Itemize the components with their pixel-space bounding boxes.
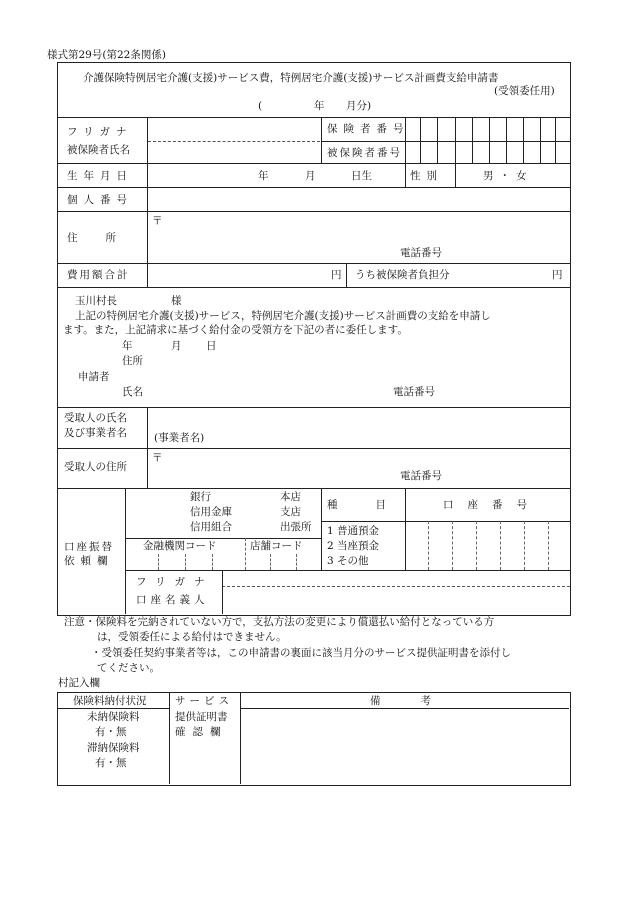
holder-furigana-label: フリガナ xyxy=(136,576,214,588)
bank-type-kumiai[interactable]: 信用組合 xyxy=(190,521,232,533)
service-label-2: 提供証明書 xyxy=(175,711,228,723)
sex-label: 性別 xyxy=(410,170,443,182)
recipient-name-label-1: 受取人の氏名 xyxy=(64,412,127,424)
service-label-1: サービス xyxy=(175,695,233,707)
branch-type-head[interactable]: 本店 xyxy=(280,491,301,503)
form-number: 様式第29号(第22条関係) xyxy=(47,49,166,61)
premium-status-label: 保険料納付状況 xyxy=(73,695,147,707)
applicant-address-label: 住所 xyxy=(122,355,143,367)
birth-day[interactable]: 日生 xyxy=(351,170,372,182)
applicant-label: 申請者 xyxy=(78,371,110,383)
period-year[interactable]: 年 xyxy=(314,100,325,112)
note-line-2: は，受領委任による給付はできません。 xyxy=(97,631,287,643)
declaration-day[interactable]: 日 xyxy=(206,340,217,352)
overdue-yes-no[interactable]: 有・無 xyxy=(95,757,127,769)
cost-total-label: 費用額合計 xyxy=(67,269,130,281)
note-line-1: 注意・保険料を完納されていない方で，支払方法の変更により償還払い給付となっている方 xyxy=(64,616,495,628)
bank-section-label-1: 口座振替 xyxy=(64,541,114,553)
unpaid-yes-no[interactable]: 有・無 xyxy=(95,726,127,738)
addressee-honorific: 様 xyxy=(171,295,182,307)
recipient-address-label: 受取人の住所 xyxy=(64,461,127,473)
form-frame xyxy=(57,62,571,616)
birth-year[interactable]: 年 xyxy=(258,170,269,182)
applicant-name-label: 氏名 xyxy=(122,386,143,398)
recipient-postal-mark: 〒 xyxy=(152,452,163,464)
account-number-label: 口座番号 xyxy=(443,499,541,511)
period-month[interactable]: 月分) xyxy=(346,100,372,112)
phone-label: 電話番号 xyxy=(400,247,442,259)
recipient-phone-label: 電話番号 xyxy=(400,470,442,482)
postal-mark: 〒 xyxy=(152,215,163,227)
burden-label: うち被保険者負担分 xyxy=(355,269,450,281)
recipient-name-label-2: 及び事業者名 xyxy=(64,427,127,439)
declaration-text-2: ます。また，上記請求に基づく給付金の受領方を下記の者に委任します。 xyxy=(63,324,408,336)
branch-code-label: 店舗コード xyxy=(250,540,303,552)
sex-options[interactable]: 男・女 xyxy=(483,170,533,182)
form-title: 介護保険特例居宅介護(支援)サービス費，特例居宅介護(支援)サービス計画費支給申請書 xyxy=(83,72,499,84)
institution-code-label: 金融機関コード xyxy=(143,540,217,552)
account-type-label: 種目 xyxy=(327,499,424,511)
bank-type-bank[interactable]: 銀行 xyxy=(190,491,211,503)
addressee: 玉川村長 xyxy=(75,295,117,307)
declaration-month[interactable]: 月 xyxy=(171,340,182,352)
overdue-premium-label: 滞納保険料 xyxy=(87,742,140,754)
branch-type-outlet[interactable]: 出張所 xyxy=(280,521,312,533)
remarks-label: 備考 xyxy=(370,695,471,707)
furigana-label: フリガナ xyxy=(67,126,133,138)
note-line-4: てください。 xyxy=(97,662,160,674)
declaration-year[interactable]: 年 xyxy=(122,340,133,352)
burden-yen: 円 xyxy=(552,269,563,281)
account-type-3[interactable]: 3 その他 xyxy=(327,555,369,567)
business-name-label: (事業者名) xyxy=(154,432,205,444)
service-label-3: 確認欄 xyxy=(175,726,228,738)
cost-yen: 円 xyxy=(331,269,342,281)
applicant-phone-label: 電話番号 xyxy=(393,386,435,398)
account-holder-label: 口座名義人 xyxy=(136,594,209,606)
insurer-number-label: 保険者番号 xyxy=(327,123,410,135)
address-label: 住所 xyxy=(67,232,144,244)
bank-section-label-2: 依頼欄 xyxy=(64,555,114,567)
unpaid-premium-label: 未納保険料 xyxy=(87,711,140,723)
birth-date-label: 生年月日 xyxy=(67,170,133,182)
declaration-text-1: 上記の特例居宅介護(支援)サービス，特例居宅介護(支援)サービス計画費の支給を申請し xyxy=(75,310,491,322)
insured-name-label: 被保険者氏名 xyxy=(67,144,130,156)
bank-type-shinkin[interactable]: 信用金庫 xyxy=(190,506,232,518)
account-type-2[interactable]: 2 当座預金 xyxy=(327,540,380,552)
personal-number-label: 個人番号 xyxy=(67,194,133,206)
village-heading: 村記入欄 xyxy=(58,677,100,689)
note-line-3: ・受領委任契約事業者等は，この申請書の裏面に該当月分のサービス提供証明書を添付し xyxy=(91,647,511,659)
birth-month[interactable]: 月 xyxy=(305,170,316,182)
account-type-1[interactable]: 1 普通預金 xyxy=(327,525,380,537)
insured-number-label: 被保険者番号 xyxy=(327,147,402,159)
form-subtitle: (受領委任用) xyxy=(494,85,555,97)
branch-type-branch[interactable]: 支店 xyxy=(280,506,301,518)
period-open: ( xyxy=(258,100,263,112)
